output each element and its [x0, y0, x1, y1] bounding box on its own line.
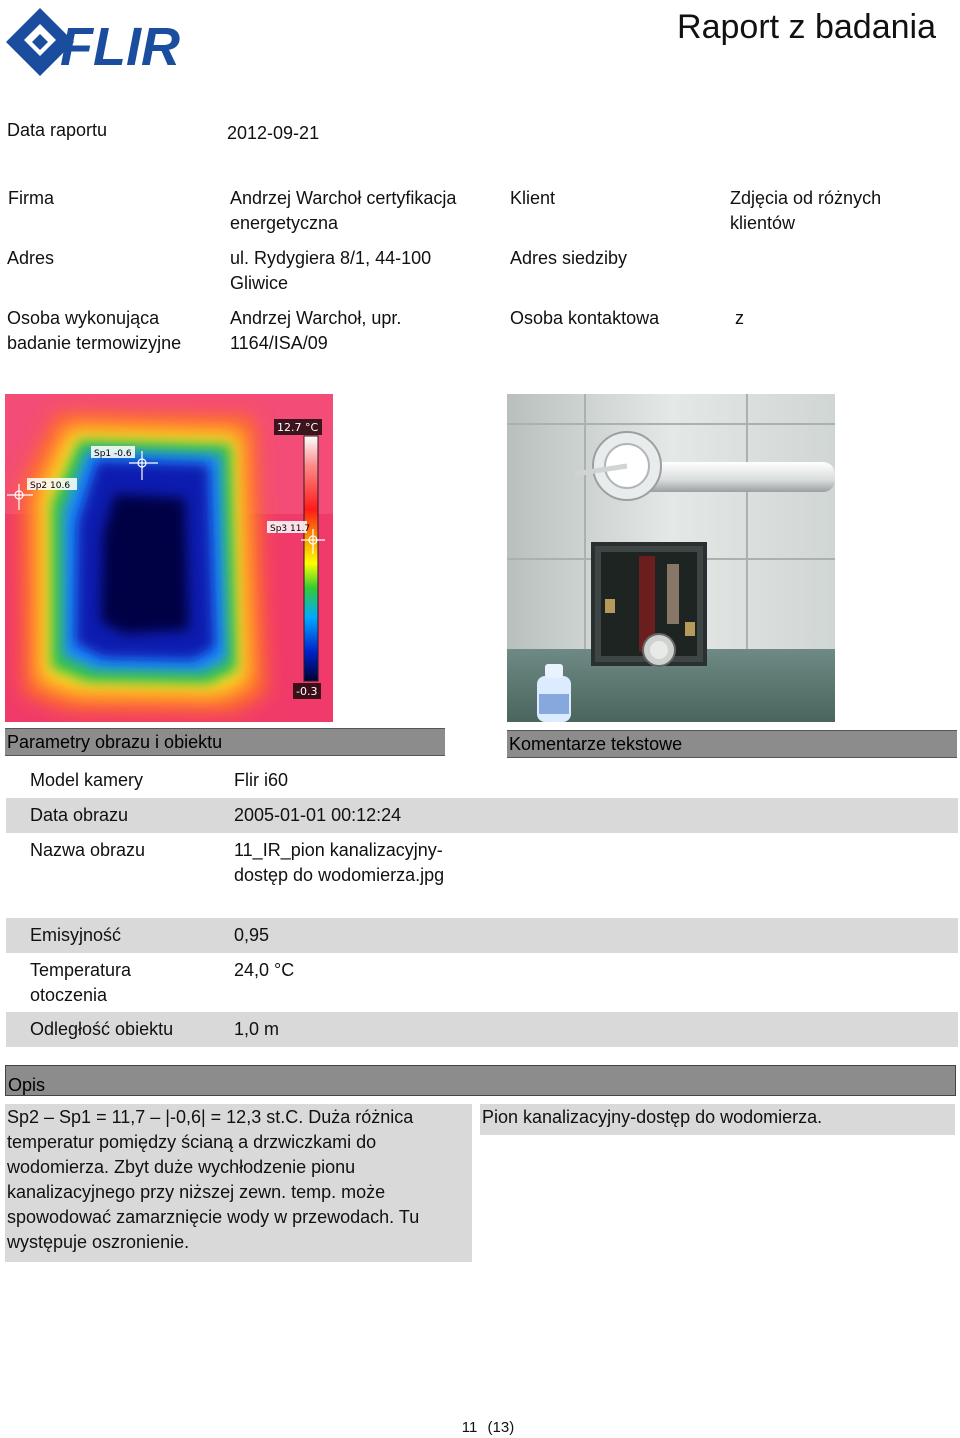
param-value: 2005-01-01 00:12:24 — [234, 805, 402, 825]
client-label: Klient — [510, 188, 556, 208]
param-row-camera — [6, 763, 958, 798]
page-current: 11 — [461, 1419, 478, 1436]
description-header: Opis — [5, 1065, 956, 1096]
param-row-image-name — [6, 833, 958, 918]
param-label: Model kamery — [30, 770, 144, 790]
thermal-image — [5, 394, 333, 722]
logo-text: FLIR — [60, 17, 180, 76]
description-right: Pion kanalizacyjny-dostęp do wodomierza. — [480, 1104, 955, 1135]
page-number — [0, 1418, 960, 1438]
page-total: (13) — [487, 1419, 515, 1436]
address-label: Adres — [7, 248, 55, 268]
param-value: 24,0 °C — [234, 960, 295, 980]
inspector-label: Osoba wykonująca badanie termowizyjne — [7, 308, 182, 353]
param-row-distance — [6, 1012, 958, 1047]
param-label: Emisyjność — [30, 925, 122, 945]
flir-logo — [4, 6, 194, 76]
param-row-ambient-temp — [6, 953, 958, 1012]
contact-label: Osoba kontaktowa — [510, 308, 660, 328]
param-label: Temperatura otoczenia — [30, 960, 132, 1005]
param-row-emissivity — [6, 918, 958, 953]
hq-address-label: Adres siedziby — [510, 248, 628, 268]
scale-max-label: 12.7 °C — [277, 421, 319, 434]
company-value: Andrzej Warchoł certyfikacja energetyczna — [230, 188, 457, 233]
company-label: Firma — [8, 188, 54, 208]
param-label: Odległość obiektu — [30, 1019, 174, 1039]
scale-min-label: -0.3 — [296, 685, 318, 698]
param-value: 0,95 — [234, 925, 270, 945]
params-header: Parametry obrazu i obiektu — [5, 728, 445, 756]
spot-2-label: Sp2 10.6 — [30, 481, 71, 491]
param-value: 1,0 m — [234, 1019, 280, 1039]
param-value: 11_IR_pion kanalizacyjny-dostęp do wodomierza.jpg — [234, 840, 445, 885]
contact-value: z — [735, 308, 744, 328]
report-date-label: Data raportu — [7, 120, 108, 140]
spot-1-label: Sp1 -0.6 — [94, 449, 132, 459]
visual-photo — [507, 394, 835, 722]
report-title: Raport z badania — [677, 8, 936, 46]
param-label: Nazwa obrazu — [30, 840, 146, 860]
param-value: Flir i60 — [234, 770, 289, 790]
client-value: Zdjęcia od różnych klientów — [730, 188, 882, 233]
comments-header: Komentarze tekstowe — [507, 730, 957, 758]
param-label: Data obrazu — [30, 805, 129, 825]
param-row-date — [6, 798, 958, 833]
report-date-value: 2012-09-21 — [227, 123, 320, 143]
inspector-value: Andrzej Warchoł, upr. 1164/ISA/09 — [230, 308, 402, 353]
address-value: ul. Rydygiera 8/1, 44-100 Gliwice — [230, 248, 432, 293]
description-left: Sp2 – Sp1 = 11,7 – |-0,6| = 12,3 st.C. Duża różnica temperatur pomiędzy ścianą a drzwiczkami do wodomierza. Zbyt duże wychłodzenie pionu kanalizacyjnego przy niższej zewn. temp. może spowodować zamarznięcie wody w przewodach. Tu występuje oszronienie. — [5, 1104, 472, 1262]
spot-3-label: Sp3 11.7 — [270, 524, 311, 534]
